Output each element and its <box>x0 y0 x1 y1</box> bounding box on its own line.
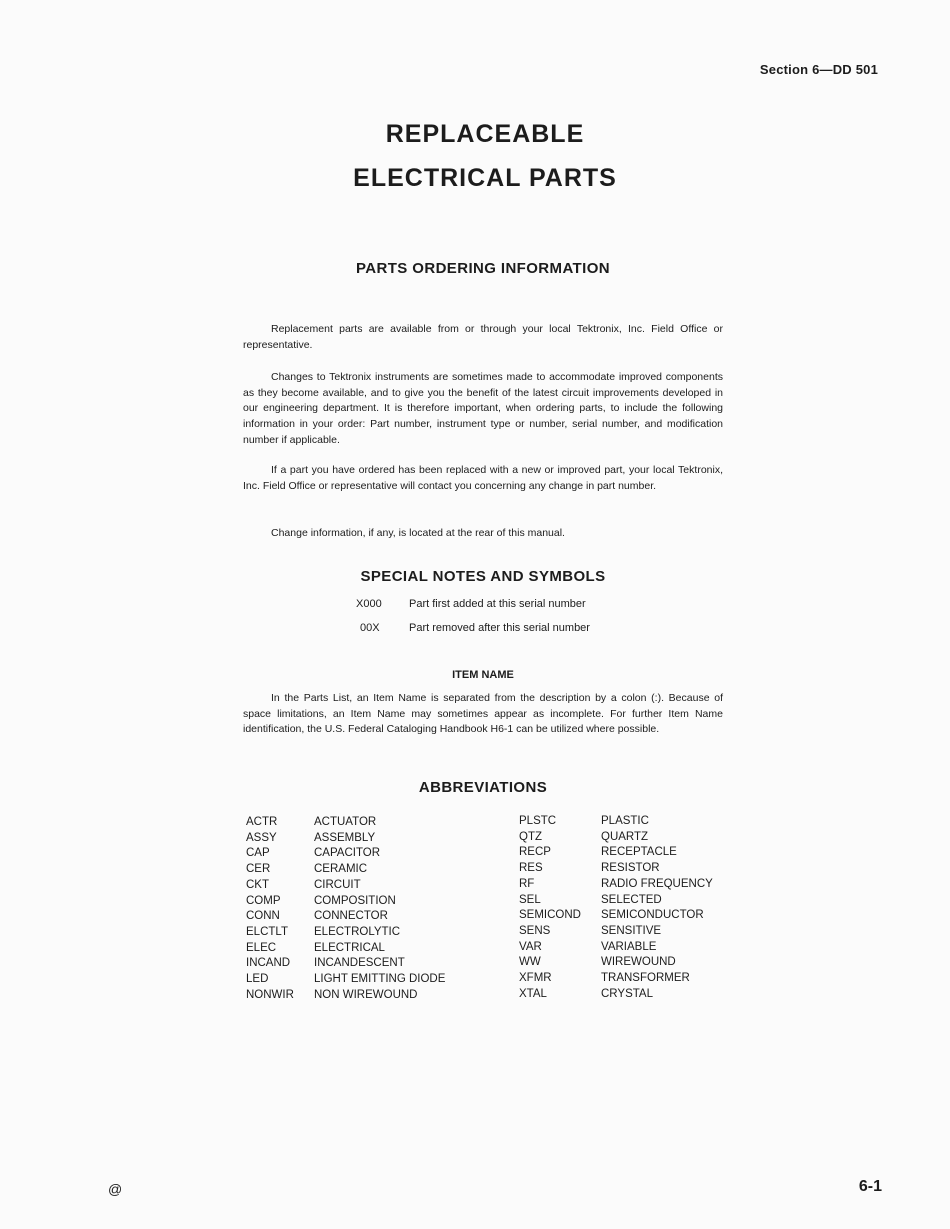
abbreviation-code: COMP <box>246 894 281 907</box>
item-name-heading: ITEM NAME <box>452 669 514 681</box>
abbreviations-left-column <box>246 815 445 1003</box>
abbreviation-code: RF <box>519 877 535 890</box>
abbreviation-code: ASSY <box>246 831 277 844</box>
abbreviation-row <box>246 878 445 894</box>
symbol-code: X000 <box>356 598 382 610</box>
abbreviation-meaning: SENSITIVE <box>601 924 662 937</box>
abbreviation-row <box>519 814 713 830</box>
abbreviation-row <box>519 908 713 924</box>
abbreviation-meaning: RADIO FREQUENCY <box>601 877 713 890</box>
abbreviation-code: NONWIR <box>246 988 294 1001</box>
abbreviation-row <box>519 924 713 940</box>
abbreviation-row <box>519 955 713 971</box>
symbol-code: 00X <box>360 622 380 634</box>
abbreviation-row <box>246 941 445 957</box>
ordering-paragraph-2: Changes to Tektronix instruments are sometimes made to accommodate improved components as they become available, and to give you the benefit of the latest circuit improvements developed in our engineering department. It is therefore important, when ordering parts, to include the following information in your order: Part number, instrument type or number, serial number, and modification number if applicable. <box>243 371 723 446</box>
abbreviation-meaning: CERAMIC <box>314 863 368 876</box>
item-name-paragraph: In the Parts List, an Item Name is separated from the description by a colon (:). Because of space limitations, an Item Name may sometimes appear as incomplete. For further Item Name identification, the U.S. Federal Cataloging Handbook H6-1 can be utilized where possible. <box>243 692 723 736</box>
ordering-paragraph-4: Change information, if any, is located at the rear of this manual. <box>271 527 565 539</box>
abbreviation-row <box>519 830 713 846</box>
abbreviation-meaning: INCANDESCENT <box>314 957 405 970</box>
abbreviation-code: ELEC <box>246 941 277 954</box>
abbreviation-code: WW <box>519 956 541 969</box>
symbol-description: Part removed after this serial number <box>409 622 590 634</box>
abbreviation-meaning: WIREWOUND <box>601 956 676 969</box>
abbreviation-meaning: SELECTED <box>601 893 662 906</box>
abbreviation-code: CKT <box>246 878 269 891</box>
abbreviation-meaning: ELECTRICAL <box>314 941 385 954</box>
abbreviation-meaning: ASSEMBLY <box>314 831 376 844</box>
abbreviation-code: CAP <box>246 847 270 860</box>
abbreviation-code: XTAL <box>519 987 547 1000</box>
abbreviation-row <box>246 815 445 831</box>
abbreviation-row <box>246 894 445 910</box>
abbreviation-row <box>519 893 713 909</box>
abbreviation-row <box>246 972 445 988</box>
abbreviation-code: QTZ <box>519 830 542 843</box>
abbreviation-code: SENS <box>519 924 551 937</box>
abbreviation-row <box>246 988 445 1004</box>
abbreviations-right-column <box>519 814 713 1002</box>
abbreviation-meaning: LIGHT EMITTING DIODE <box>314 973 446 986</box>
abbreviation-meaning: NON WIREWOUND <box>314 988 418 1001</box>
abbreviation-code: RES <box>519 862 543 875</box>
abbreviation-meaning: TRANSFORMER <box>601 972 690 985</box>
abbreviation-row <box>519 971 713 987</box>
abbreviation-meaning: SEMICONDUCTOR <box>601 909 704 922</box>
abbreviation-meaning: CRYSTAL <box>601 987 653 1000</box>
abbreviation-code: LED <box>246 973 269 986</box>
abbreviation-row <box>246 846 445 862</box>
abbreviation-row <box>246 862 445 878</box>
abbreviation-code: RECP <box>519 846 551 859</box>
title-line-1: REPLACEABLE <box>385 120 585 148</box>
abbreviation-meaning: VARIABLE <box>601 940 657 953</box>
section-header: Section 6—DD 501 <box>759 62 878 77</box>
title-line-2: ELECTRICAL PARTS <box>353 164 617 192</box>
abbreviation-code: SEL <box>519 893 541 906</box>
abbreviation-meaning: CAPACITOR <box>314 847 381 860</box>
ordering-paragraph-1: Replacement parts are available from or through your local Tektronix, Inc. Field Office or representative. <box>243 323 723 351</box>
abbreviation-meaning: QUARTZ <box>601 830 649 843</box>
abbreviation-meaning: ACTUATOR <box>314 816 377 828</box>
abbreviation-meaning: CONNECTOR <box>314 910 388 923</box>
page-number: 6-1 <box>858 1178 882 1195</box>
parts-ordering-heading: PARTS ORDERING INFORMATION <box>355 260 610 277</box>
abbreviation-row <box>246 831 445 847</box>
abbreviation-row <box>519 877 713 893</box>
abbreviation-code: SEMICOND <box>519 909 581 922</box>
abbreviation-meaning: COMPOSITION <box>314 894 396 907</box>
abbreviation-row <box>519 845 713 861</box>
abbreviation-row <box>519 940 713 956</box>
abbreviation-code: PLSTC <box>519 815 557 827</box>
abbreviations-heading: ABBREVIATIONS <box>418 779 548 796</box>
abbreviation-code: VAR <box>519 940 542 953</box>
footer-copyright-symbol: @ <box>108 1181 123 1197</box>
abbreviation-meaning: RECEPTACLE <box>601 846 677 859</box>
symbol-description: Part first added at this serial number <box>409 598 586 610</box>
abbreviation-code: ELCTLT <box>246 925 288 938</box>
abbreviation-row <box>519 987 713 1003</box>
abbreviation-code: INCAND <box>246 957 291 970</box>
abbreviation-meaning: CIRCUIT <box>314 878 361 891</box>
abbreviation-row <box>246 956 445 972</box>
page-title <box>0 112 950 200</box>
abbreviation-row <box>519 861 713 877</box>
abbreviation-meaning: PLASTIC <box>601 815 649 827</box>
abbreviation-meaning: RESISTOR <box>601 862 660 875</box>
abbreviation-code: CONN <box>246 910 280 923</box>
special-notes-heading: SPECIAL NOTES AND SYMBOLS <box>360 568 606 585</box>
abbreviation-row <box>246 909 445 925</box>
ordering-paragraph-3: If a part you have ordered has been replaced with a new or improved part, your local Tektronix, Inc. Field Office or representative will contact you concerning any change in part number. <box>243 464 723 492</box>
abbreviation-row <box>246 925 445 941</box>
abbreviation-meaning: ELECTROLYTIC <box>314 925 401 938</box>
abbreviation-code: ACTR <box>246 816 278 828</box>
abbreviation-code: CER <box>246 863 271 876</box>
abbreviation-code: XFMR <box>519 972 552 985</box>
